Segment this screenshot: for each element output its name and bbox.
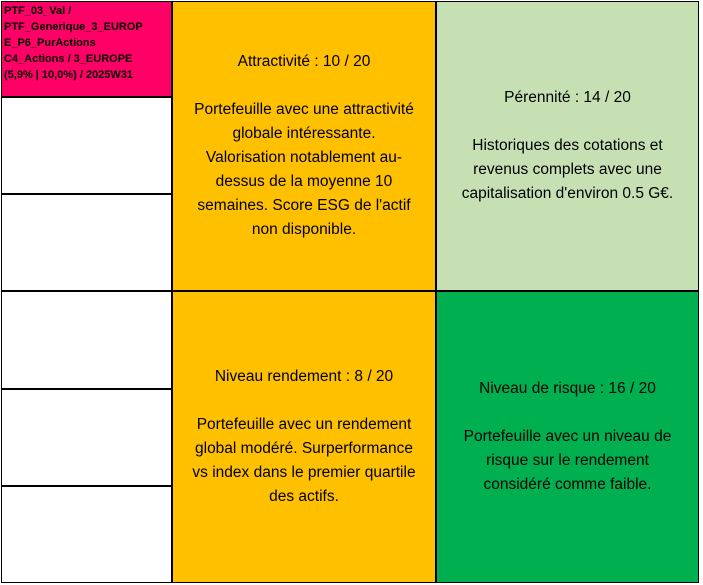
header-line: PTF_Generique_3_EUROP — [4, 21, 143, 33]
empty-cell — [1, 97, 172, 194]
perennite-description: Historiques des cotations et revenus complets avec une capitalisation d'environ 0.5 G€. — [461, 137, 674, 202]
portfolio-header-cell — [1, 1, 172, 97]
risque-panel — [436, 291, 699, 583]
perennite-title: Pérennité : 14 / 20 — [504, 89, 631, 106]
rendement-description: Portefeuille avec un rendement global modéré. Surperformance vs index dans le premier quartile des actifs. — [192, 416, 416, 505]
risque-title: Niveau de risque : 16 / 20 — [479, 380, 656, 397]
rendement-title: Niveau rendement : 8 / 20 — [214, 368, 394, 385]
header-line: C4_Actions / 3_EUROPE — [4, 53, 133, 65]
risque-description: Portefeuille avec un niveau de risque sur le rendement considéré comme faible. — [463, 428, 672, 493]
attractivite-panel — [172, 1, 436, 291]
rendement-panel — [172, 291, 436, 583]
attractivite-title: Attractivité : 10 / 20 — [237, 53, 371, 70]
empty-cell — [1, 291, 172, 389]
empty-cell — [1, 194, 172, 291]
header-line: E_P6_PurActions — [4, 37, 96, 49]
header-line: PTF_03_Val / — [4, 5, 72, 17]
header-line: (5,9% | 10,0%) / 2025W31 — [4, 69, 134, 81]
empty-cell — [1, 486, 172, 583]
empty-cell — [1, 389, 172, 486]
perennite-panel — [436, 1, 699, 291]
attractivite-description: Portefeuille avec une attractivité globale intéressante. Valorisation notablement au- dessus de la moyenne 10 semaines. Score ESG de l'actif non disponible. — [194, 101, 414, 238]
